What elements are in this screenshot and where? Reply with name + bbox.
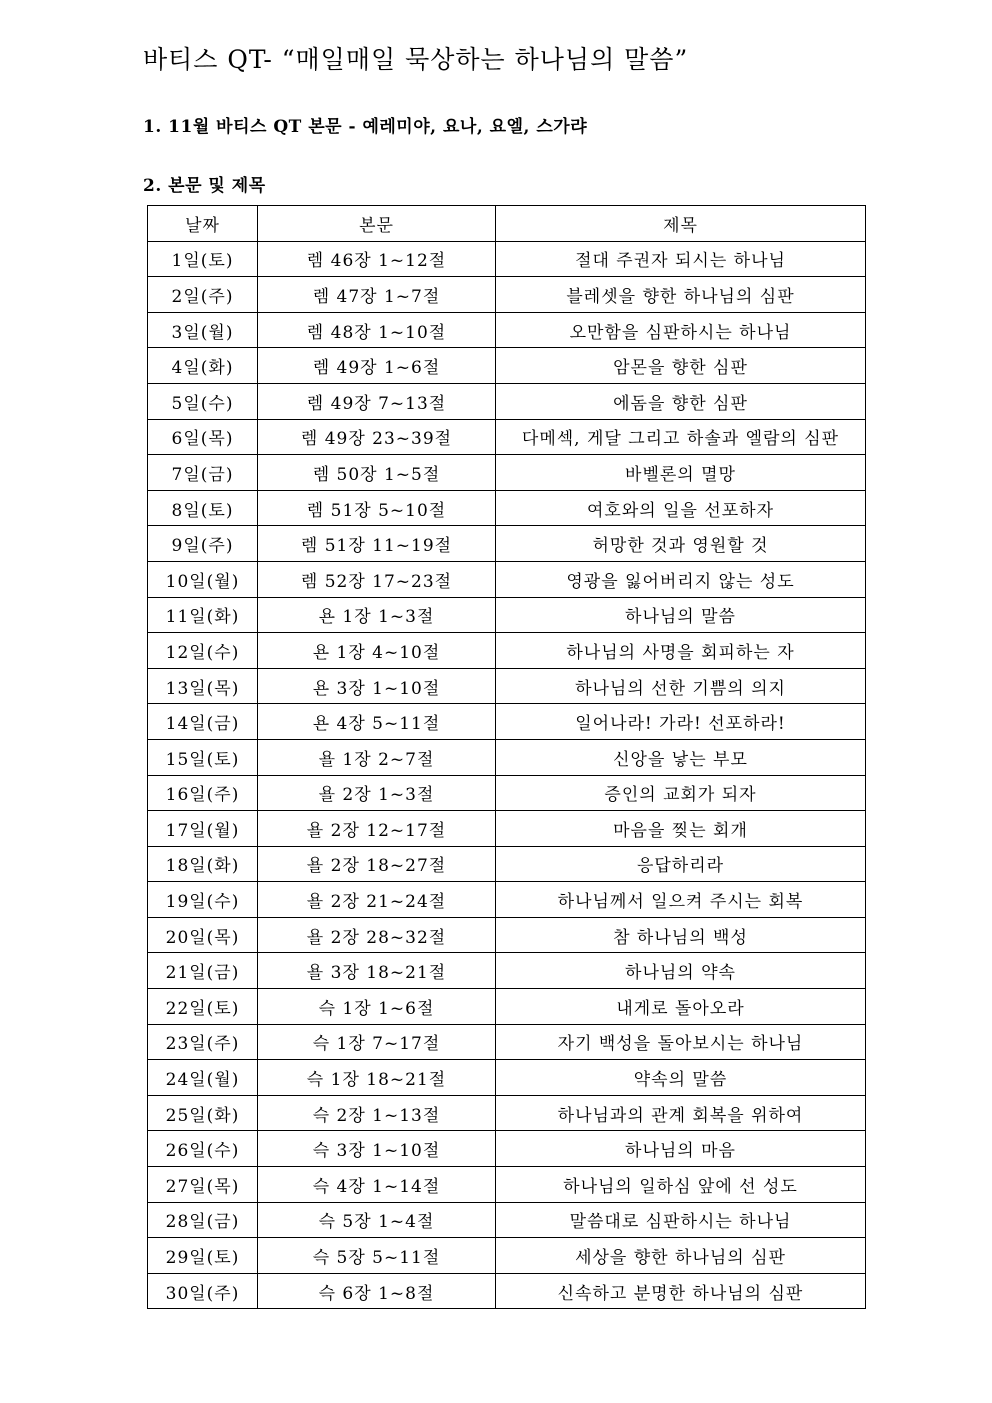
cell-date: 11일(화) bbox=[148, 597, 258, 633]
cell-title: 블레셋을 향한 하나님의 심판 bbox=[496, 277, 866, 313]
cell-passage: 욜 2장 18~27절 bbox=[258, 846, 496, 882]
cell-date: 1일(토) bbox=[148, 241, 258, 277]
cell-passage: 욘 3장 1~10절 bbox=[258, 668, 496, 704]
header-passage: 본문 bbox=[258, 206, 496, 242]
cell-date: 18일(화) bbox=[148, 846, 258, 882]
cell-date: 16일(주) bbox=[148, 775, 258, 811]
cell-date: 17일(월) bbox=[148, 811, 258, 847]
table-row bbox=[148, 668, 866, 704]
cell-title: 신속하고 분명한 하나님의 심판 bbox=[496, 1273, 866, 1309]
cell-date: 2일(주) bbox=[148, 277, 258, 313]
table-row bbox=[148, 241, 866, 277]
header-title: 제목 bbox=[496, 206, 866, 242]
cell-passage: 렘 47장 1~7절 bbox=[258, 277, 496, 313]
cell-title: 여호와의 일을 선포하자 bbox=[496, 490, 866, 526]
cell-passage: 렘 49장 1~6절 bbox=[258, 348, 496, 384]
cell-passage: 욜 1장 2~7절 bbox=[258, 739, 496, 775]
cell-title: 증인의 교회가 되자 bbox=[496, 775, 866, 811]
cell-date: 9일(주) bbox=[148, 526, 258, 562]
cell-title: 내게로 돌아오라 bbox=[496, 989, 866, 1025]
cell-passage: 욘 1장 1~3절 bbox=[258, 597, 496, 633]
cell-date: 21일(금) bbox=[148, 953, 258, 989]
table-body bbox=[148, 241, 866, 1309]
table-row bbox=[148, 846, 866, 882]
cell-date: 28일(금) bbox=[148, 1202, 258, 1238]
section-heading-passages: 1. 11월 바티스 QT 본문 - 예레미야, 요나, 요엘, 스가랴 bbox=[143, 117, 588, 137]
cell-date: 13일(목) bbox=[148, 668, 258, 704]
cell-title: 하나님께서 일으켜 주시는 회복 bbox=[496, 882, 866, 918]
table-row bbox=[148, 811, 866, 847]
page-title: 바티스 QT- “매일매일 묵상하는 하나님의 말씀” bbox=[143, 45, 689, 74]
cell-passage: 렘 51장 5~10절 bbox=[258, 490, 496, 526]
cell-date: 6일(목) bbox=[148, 419, 258, 455]
cell-date: 4일(화) bbox=[148, 348, 258, 384]
table-row bbox=[148, 1273, 866, 1309]
cell-title: 약속의 말씀 bbox=[496, 1060, 866, 1096]
cell-date: 23일(주) bbox=[148, 1024, 258, 1060]
cell-title: 응답하리라 bbox=[496, 846, 866, 882]
cell-date: 7일(금) bbox=[148, 455, 258, 491]
cell-title: 바벨론의 멸망 bbox=[496, 455, 866, 491]
cell-passage: 욜 2장 1~3절 bbox=[258, 775, 496, 811]
table-row bbox=[148, 953, 866, 989]
table-row bbox=[148, 1024, 866, 1060]
table-row bbox=[148, 1167, 866, 1203]
cell-date: 30일(주) bbox=[148, 1273, 258, 1309]
table-row bbox=[148, 383, 866, 419]
cell-passage: 슥 2장 1~13절 bbox=[258, 1095, 496, 1131]
table-row bbox=[148, 561, 866, 597]
table-row bbox=[148, 348, 866, 384]
cell-title: 세상을 향한 하나님의 심판 bbox=[496, 1238, 866, 1274]
cell-title: 신앙을 낳는 부모 bbox=[496, 739, 866, 775]
section-heading-table: 2. 본문 및 제목 bbox=[143, 176, 266, 196]
cell-passage: 렘 52장 17~23절 bbox=[258, 561, 496, 597]
cell-title: 하나님의 마음 bbox=[496, 1131, 866, 1167]
cell-date: 8일(토) bbox=[148, 490, 258, 526]
cell-title: 마음을 찢는 회개 bbox=[496, 811, 866, 847]
table-row bbox=[148, 917, 866, 953]
table-row bbox=[148, 455, 866, 491]
cell-date: 27일(목) bbox=[148, 1167, 258, 1203]
cell-date: 20일(목) bbox=[148, 917, 258, 953]
cell-title: 하나님의 일하심 앞에 선 성도 bbox=[496, 1167, 866, 1203]
table-row bbox=[148, 490, 866, 526]
table-row bbox=[148, 1131, 866, 1167]
cell-passage: 슥 1장 18~21절 bbox=[258, 1060, 496, 1096]
cell-date: 19일(수) bbox=[148, 882, 258, 918]
cell-passage: 렘 49장 7~13절 bbox=[258, 383, 496, 419]
table-row bbox=[148, 1202, 866, 1238]
cell-date: 25일(화) bbox=[148, 1095, 258, 1131]
cell-passage: 슥 5장 1~4절 bbox=[258, 1202, 496, 1238]
cell-date: 12일(수) bbox=[148, 633, 258, 669]
cell-passage: 렘 50장 1~5절 bbox=[258, 455, 496, 491]
cell-date: 15일(토) bbox=[148, 739, 258, 775]
table-row bbox=[148, 312, 866, 348]
cell-title: 자기 백성을 돌아보시는 하나님 bbox=[496, 1024, 866, 1060]
cell-passage: 욘 1장 4~10절 bbox=[258, 633, 496, 669]
table-row bbox=[148, 633, 866, 669]
cell-title: 하나님과의 관계 회복을 위하여 bbox=[496, 1095, 866, 1131]
cell-title: 절대 주권자 되시는 하나님 bbox=[496, 241, 866, 277]
cell-title: 허망한 것과 영원할 것 bbox=[496, 526, 866, 562]
table-row bbox=[148, 1238, 866, 1274]
cell-passage: 렘 51장 11~19절 bbox=[258, 526, 496, 562]
cell-passage: 슥 4장 1~14절 bbox=[258, 1167, 496, 1203]
table-row bbox=[148, 989, 866, 1025]
cell-title: 다메섹, 게달 그리고 하솔과 엘람의 심판 bbox=[496, 419, 866, 455]
header-date: 날짜 bbox=[148, 206, 258, 242]
cell-title: 하나님의 사명을 회피하는 자 bbox=[496, 633, 866, 669]
cell-passage: 슥 1장 7~17절 bbox=[258, 1024, 496, 1060]
cell-date: 26일(수) bbox=[148, 1131, 258, 1167]
cell-title: 영광을 잃어버리지 않는 성도 bbox=[496, 561, 866, 597]
table-row bbox=[148, 526, 866, 562]
cell-date: 10일(월) bbox=[148, 561, 258, 597]
cell-passage: 슥 3장 1~10절 bbox=[258, 1131, 496, 1167]
cell-date: 14일(금) bbox=[148, 704, 258, 740]
table-row bbox=[148, 775, 866, 811]
table-row bbox=[148, 277, 866, 313]
table-row bbox=[148, 419, 866, 455]
cell-passage: 욜 2장 12~17절 bbox=[258, 811, 496, 847]
cell-date: 22일(토) bbox=[148, 989, 258, 1025]
cell-passage: 렘 49장 23~39절 bbox=[258, 419, 496, 455]
cell-title: 오만함을 심판하시는 하나님 bbox=[496, 312, 866, 348]
table-row bbox=[148, 704, 866, 740]
table-row bbox=[148, 597, 866, 633]
schedule-table bbox=[147, 205, 866, 1309]
cell-passage: 욜 2장 21~24절 bbox=[258, 882, 496, 918]
table-row bbox=[148, 1060, 866, 1096]
cell-passage: 슥 5장 5~11절 bbox=[258, 1238, 496, 1274]
cell-title: 하나님의 약속 bbox=[496, 953, 866, 989]
cell-passage: 슥 6장 1~8절 bbox=[258, 1273, 496, 1309]
cell-passage: 렘 48장 1~10절 bbox=[258, 312, 496, 348]
cell-passage: 욘 4장 5~11절 bbox=[258, 704, 496, 740]
cell-passage: 렘 46장 1~12절 bbox=[258, 241, 496, 277]
cell-title: 에돔을 향한 심판 bbox=[496, 383, 866, 419]
cell-passage: 슥 1장 1~6절 bbox=[258, 989, 496, 1025]
cell-date: 29일(토) bbox=[148, 1238, 258, 1274]
table-row bbox=[148, 1095, 866, 1131]
cell-date: 3일(월) bbox=[148, 312, 258, 348]
cell-title: 하나님의 선한 기쁨의 의지 bbox=[496, 668, 866, 704]
table-header-row bbox=[148, 206, 866, 242]
cell-passage: 욜 3장 18~21절 bbox=[258, 953, 496, 989]
table-row bbox=[148, 882, 866, 918]
cell-title: 참 하나님의 백성 bbox=[496, 917, 866, 953]
cell-passage: 욜 2장 28~32절 bbox=[258, 917, 496, 953]
table-row bbox=[148, 739, 866, 775]
cell-title: 일어나라! 가라! 선포하라! bbox=[496, 704, 866, 740]
cell-date: 5일(수) bbox=[148, 383, 258, 419]
cell-title: 하나님의 말씀 bbox=[496, 597, 866, 633]
cell-title: 말씀대로 심판하시는 하나님 bbox=[496, 1202, 866, 1238]
cell-title: 암몬을 향한 심판 bbox=[496, 348, 866, 384]
cell-date: 24일(월) bbox=[148, 1060, 258, 1096]
